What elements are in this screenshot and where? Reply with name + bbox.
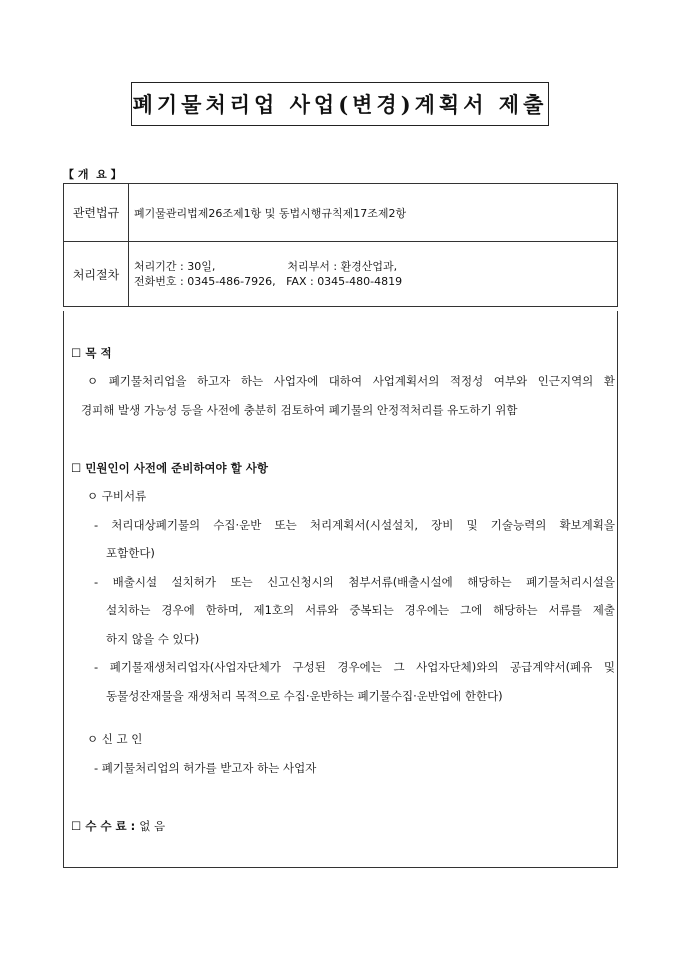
fee-label: 수 수 료 : <box>85 819 136 833</box>
requirements-heading <box>71 460 268 476</box>
purpose-line-2: 경피해 발생 가능성 등을 사전에 충분히 검토하여 폐기물의 안정적처리를 유도하기 위함 <box>81 403 518 417</box>
main-content-box <box>63 311 618 868</box>
checkbox-square-icon: ☐ <box>71 819 82 833</box>
document-title: 폐기물처리업 사업(변경)계획서 제출 <box>131 82 549 126</box>
doc-item-3-line-1: - 폐기물재생처리업자(사업자단체가 구성된 경우에는 그 사업자단체)와의 공급계약서(폐유 및 <box>94 660 615 674</box>
table-row <box>64 242 618 307</box>
required-docs-title: ㅇ 구비서류 <box>87 489 147 503</box>
doc-item-3-line-2: 동물성잔재물을 재생처리 목적으로 수집·운반하는 폐기물수집·운반업에 한한다) <box>106 689 503 703</box>
applicant-title: ㅇ 신 고 인 <box>87 732 143 746</box>
applicant-item: - 폐기물처리업의 허가를 받고자 하는 사업자 <box>94 761 317 775</box>
procedure-line-1 <box>134 259 612 274</box>
checkbox-square-icon: ☐ <box>71 346 82 360</box>
purpose-heading-text: 목 적 <box>85 346 112 360</box>
processing-department: 처리부서 : 환경산업과, <box>287 260 398 273</box>
table-row <box>64 184 618 242</box>
row-label-law: 관련법규 <box>64 184 129 242</box>
purpose-line-1: ㅇ 폐기물처리업을 하고자 하는 사업자에 대하여 사업계획서의 적정성 여부와 인근지역의 환 <box>87 374 615 388</box>
doc-item-2-line-3: 하지 않을 수 있다) <box>106 632 200 646</box>
purpose-heading <box>71 345 112 361</box>
checkbox-square-icon: ☐ <box>71 461 82 475</box>
row-value-law: 폐기물관리법제26조제1항 및 동법시행규칙제17조제2항 <box>129 184 618 242</box>
doc-item-2-line-1: - 배출시설 설치허가 또는 신고신청시의 첨부서류(배출시설에 해당하는 폐기물처리시설을 <box>94 575 615 589</box>
row-value-procedure <box>129 242 618 307</box>
processing-period: 처리기간 : 30일, <box>134 260 216 273</box>
overview-section-tag: 【 개 요 】 <box>63 168 122 181</box>
doc-item-2-line-2: 설치하는 경우에 한하며, 제1호의 서류와 중복되는 경우에는 그에 해당하는 서류를 제출 <box>106 603 615 617</box>
overview-table <box>63 183 618 307</box>
requirements-heading-text: 민원인이 사전에 준비하여야 할 사항 <box>85 461 268 475</box>
procedure-line-2: 전화번호 : 0345-486-7926, FAX : 0345-480-4819 <box>134 275 403 288</box>
doc-item-1-line-1: - 처리대상폐기물의 수집·운반 또는 처리계획서(시설설치, 장비 및 기술능력의 확보계획을 <box>94 518 615 532</box>
fee-line <box>71 818 165 834</box>
row-label-procedure: 처리절차 <box>64 242 129 307</box>
doc-item-1-line-2: 포함한다) <box>106 546 155 560</box>
fee-value: 없 음 <box>139 819 166 833</box>
